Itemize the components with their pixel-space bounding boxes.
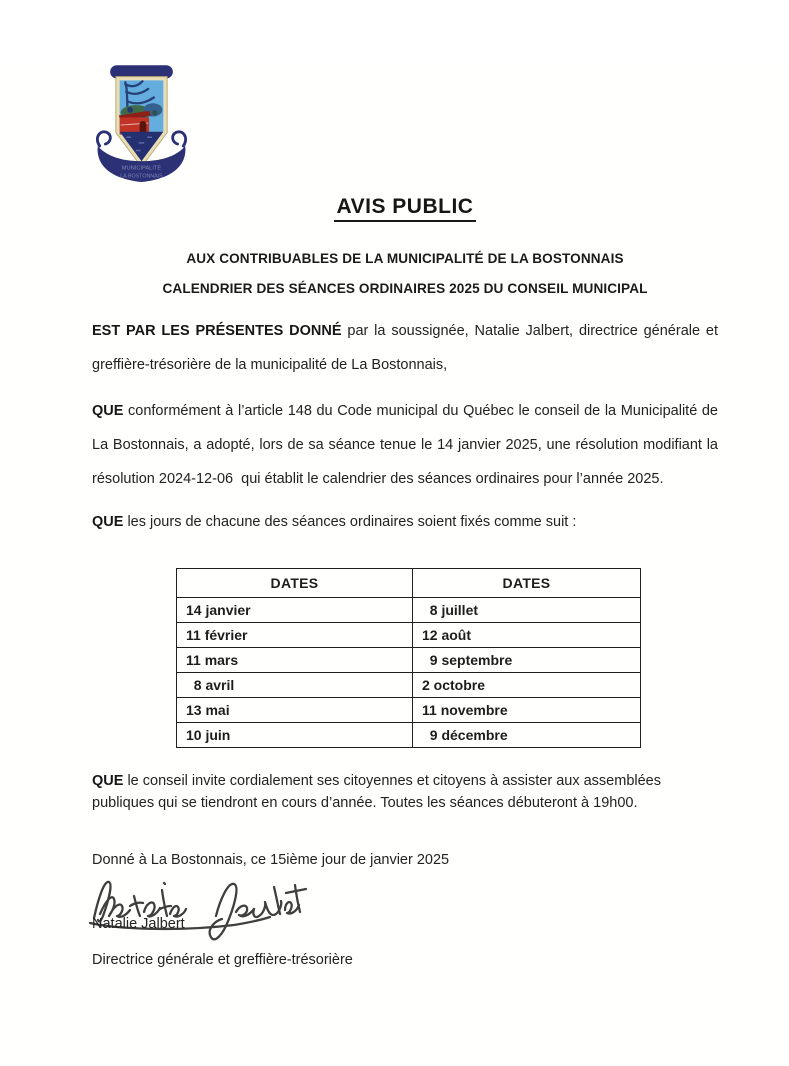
paragraph-text: les jours de chacune des séances ordinaires soient fixés comme suit : [123, 514, 577, 530]
municipality-crest-logo [94, 62, 189, 190]
date-cell: 10 juin [177, 723, 413, 748]
subtitle-calendar: CALENDRIER DES SÉANCES ORDINAIRES 2025 DU CONSEIL MUNICIPAL [162, 281, 648, 296]
date-cell: 9 septembre [413, 648, 641, 673]
dates-table-container [176, 568, 718, 748]
dateline: Donné à La Bostonnais, ce 15ième jour de janvier 2025 [92, 852, 450, 868]
paragraph-text: conformément à l’article 148 du Code municipal du Québec le conseil de la Municipalité de La Bostonnais, a adopté, lors de sa séance tenue le 14 janvier 2025, une résolution modifiant la résolution 2024-12-06 qui établit le calendrier des séances ordinaires pour l’année 2025. [92, 403, 718, 487]
date-cell: 11 mars [177, 648, 413, 673]
date-cell: 11 novembre [413, 698, 641, 723]
date-cell: 2 octobre [413, 673, 641, 698]
paragraph-lead-bold: QUE [92, 514, 124, 530]
seances-dates-table [176, 568, 641, 748]
paragraph-given-by [92, 314, 718, 382]
table-row [177, 648, 641, 673]
paragraph-lead-bold: QUE [92, 403, 124, 419]
crest-banner-text-line2: LA BOSTONNAIS [120, 173, 163, 180]
table-header-dates-right: DATES [413, 569, 641, 598]
subtitle-addressees: AUX CONTRIBUABLES DE LA MUNICIPALITÉ DE LA BOSTONNAIS [186, 251, 624, 266]
paragraph-lead-bold: EST PAR LES PRÉSENTES DONNÉ [92, 323, 342, 339]
paragraph-lead-bold: QUE [92, 773, 124, 789]
date-cell: 14 janvier [177, 598, 413, 623]
signatory-title: Directrice générale et greffière-trésorière [92, 952, 353, 968]
table-row [177, 723, 641, 748]
date-cell: 11 février [177, 623, 413, 648]
signature-block [92, 874, 718, 940]
page-title: AVIS PUBLIC [334, 195, 477, 222]
table-row [177, 623, 641, 648]
table-header-dates-left: DATES [177, 569, 413, 598]
crest-banner-text-line1: MUNICIPALITÉ [121, 165, 162, 172]
paragraph-text: le conseil invite cordialement ses citoyennes et citoyens à assister aux assemblées publiques qui se tiendront en cours d’année. Toutes les séances débuteront à 19h00. [92, 773, 661, 811]
public-notice-page [0, 62, 789, 1066]
paragraph-dates-intro [92, 512, 718, 532]
title-row [92, 195, 718, 222]
date-cell: 12 août [413, 623, 641, 648]
paragraph-text: par la soussignée, Natalie Jalbert, directrice générale et greffière-trésorière de la municipalité de La Bostonnais, [92, 323, 718, 373]
handwritten-signature [88, 874, 388, 948]
table-header-row [177, 569, 641, 598]
date-cell: 8 avril [177, 673, 413, 698]
date-cell: 8 juillet [413, 598, 641, 623]
paragraph-invitation [92, 770, 718, 814]
table-row [177, 598, 641, 623]
signatory-name: Natalie Jalbert [92, 916, 185, 932]
date-cell: 9 décembre [413, 723, 641, 748]
table-row [177, 673, 641, 698]
subtitle-block [92, 244, 718, 304]
paragraph-resolution [92, 394, 718, 496]
date-cell: 13 mai [177, 698, 413, 723]
table-row [177, 698, 641, 723]
